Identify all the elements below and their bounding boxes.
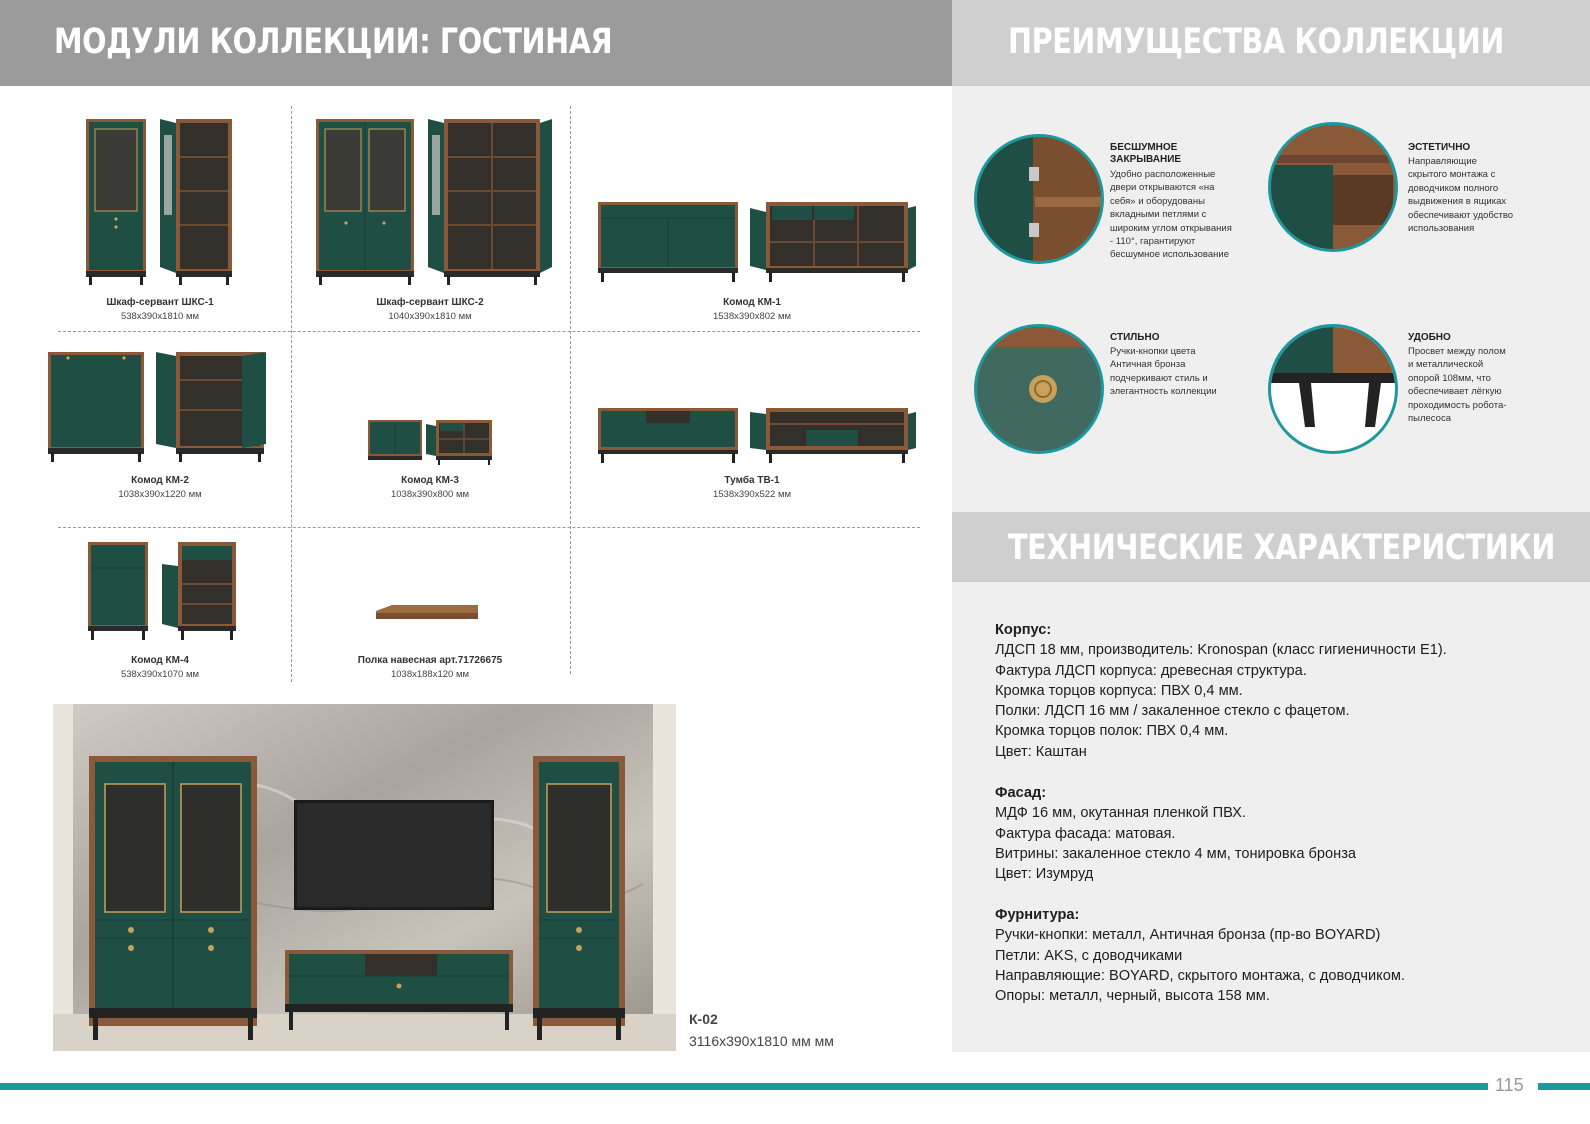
advantage-title: ЭСТЕТИЧНО [1408, 142, 1471, 153]
advantage-text: Удобно расположенные двери открываются «на себя» и оборудованы вкладными петлями с широким углом открывания - 110°, гарантируют бесшумное использование [1110, 169, 1232, 261]
module-name: Шкаф-сервант ШКС-2 [376, 297, 484, 308]
advantage-title: УДОБНО [1408, 332, 1451, 343]
advantage-title: СТИЛЬНО [1110, 332, 1160, 343]
footer-line [0, 1083, 1488, 1090]
advantages-title: ПРЕИМУЩЕСТВА КОЛЛЕКЦИИ [1008, 22, 1504, 62]
footer-line [1538, 1083, 1590, 1090]
module-image-shks2 [312, 115, 552, 287]
module-image-km2 [46, 348, 278, 466]
module-size: 1538х390х802 мм [712, 311, 792, 322]
module-size: 1038х188х120 мм [390, 669, 470, 680]
module-name: Полка навесная арт.71726675 [357, 655, 503, 666]
set-size: 3116х390х1810 мм мм [689, 1033, 834, 1049]
advantage-image-convenient [1268, 324, 1398, 454]
tech-header-bar [952, 512, 1590, 582]
module-name: Комод КМ-1 [723, 297, 781, 308]
module-size: 1040х390х1810 мм [388, 311, 472, 322]
modules-header-bar [0, 0, 952, 86]
advantage-image-aesthetic [1268, 122, 1398, 252]
module-image-km3 [366, 418, 496, 466]
module-size: 538х390х1810 мм [120, 311, 200, 322]
grid-divider [58, 331, 920, 332]
grid-divider [58, 527, 920, 528]
advantage-image-silent [974, 134, 1104, 264]
advantage-text: Ручки-кнопки цвета Античная бронза подчеркивают стиль и элегантность коллекции [1110, 346, 1217, 398]
modules-title: МОДУЛИ КОЛЛЕКЦИИ: ГОСТИНАЯ [54, 22, 613, 62]
grid-divider [291, 106, 292, 682]
module-name: Шкаф-сервант ШКС-1 [106, 297, 214, 308]
advantage-title: БЕСШУМНОЕ ЗАКРЫВАНИЕ [1110, 142, 1182, 165]
grid-divider [570, 106, 571, 674]
advantage-text: Просвет между полом и металлической опорой 108мм, что обеспечивает лёгкую проходимость робота- пылесоса [1408, 346, 1507, 425]
set-label: К-02 [689, 1011, 718, 1027]
module-size: 1538х390х522 мм [712, 489, 792, 500]
module-name: Комод КМ-4 [131, 655, 189, 666]
module-name: Комод КМ-3 [401, 475, 459, 486]
spec-korpus: Корпус: ЛДСП 18 мм, производитель: Kronospan (класс гигиеничности Е1). Фактура ЛДСП корпуса: древесная структура. Кромка торцов корпуса: ПВХ 0,4 мм. Полки: ЛДСП 16 мм / закаленное стекло с фацетом. Кромка торцов полок: ПВХ 0,4 мм. Цвет: Каштан [995, 622, 1447, 760]
module-image-shks1 [80, 115, 240, 287]
module-size: 538х390х1070 мм [120, 669, 200, 680]
advantage-text: Направляющие скрытого монтажа с доводчиком полного выдвижения в ящиках обеспечивают удобство использования [1408, 156, 1514, 235]
module-name: Тумба ТВ-1 [724, 475, 780, 486]
module-size: 1038х390х1220 мм [118, 489, 202, 500]
page-number: 115 [1495, 1075, 1524, 1095]
advantage-image-stylish [974, 324, 1104, 454]
module-size: 1038х390х800 мм [390, 489, 470, 500]
module-image-km1 [596, 198, 916, 284]
module-name: Комод КМ-2 [131, 475, 189, 486]
module-image-km4 [84, 540, 240, 644]
advantages-header-bar [952, 0, 1590, 86]
interior-photo [53, 704, 676, 1051]
module-image-tv1 [596, 404, 916, 466]
tech-title: ТЕХНИЧЕСКИЕ ХАРАКТЕРИСТИКИ [1008, 528, 1556, 568]
spec-fasad: Фасад: МДФ 16 мм, окутанная пленкой ПВХ. Фактура фасада: матовая. Витрины: закаленное стекло 4 мм, тонировка бронза Цвет: Изумруд [995, 785, 1357, 883]
module-image-shelf [374, 603, 480, 623]
spec-furnitura: Фурнитура: Ручки-кнопки: металл, Античная бронза (пр-во BOYARD) Петли: AKS, с доводчиками Направляющие: BOYARD, скрытого монтажа, с доводчиком. Опоры: металл, черный, высота 158 мм. [995, 907, 1405, 1005]
